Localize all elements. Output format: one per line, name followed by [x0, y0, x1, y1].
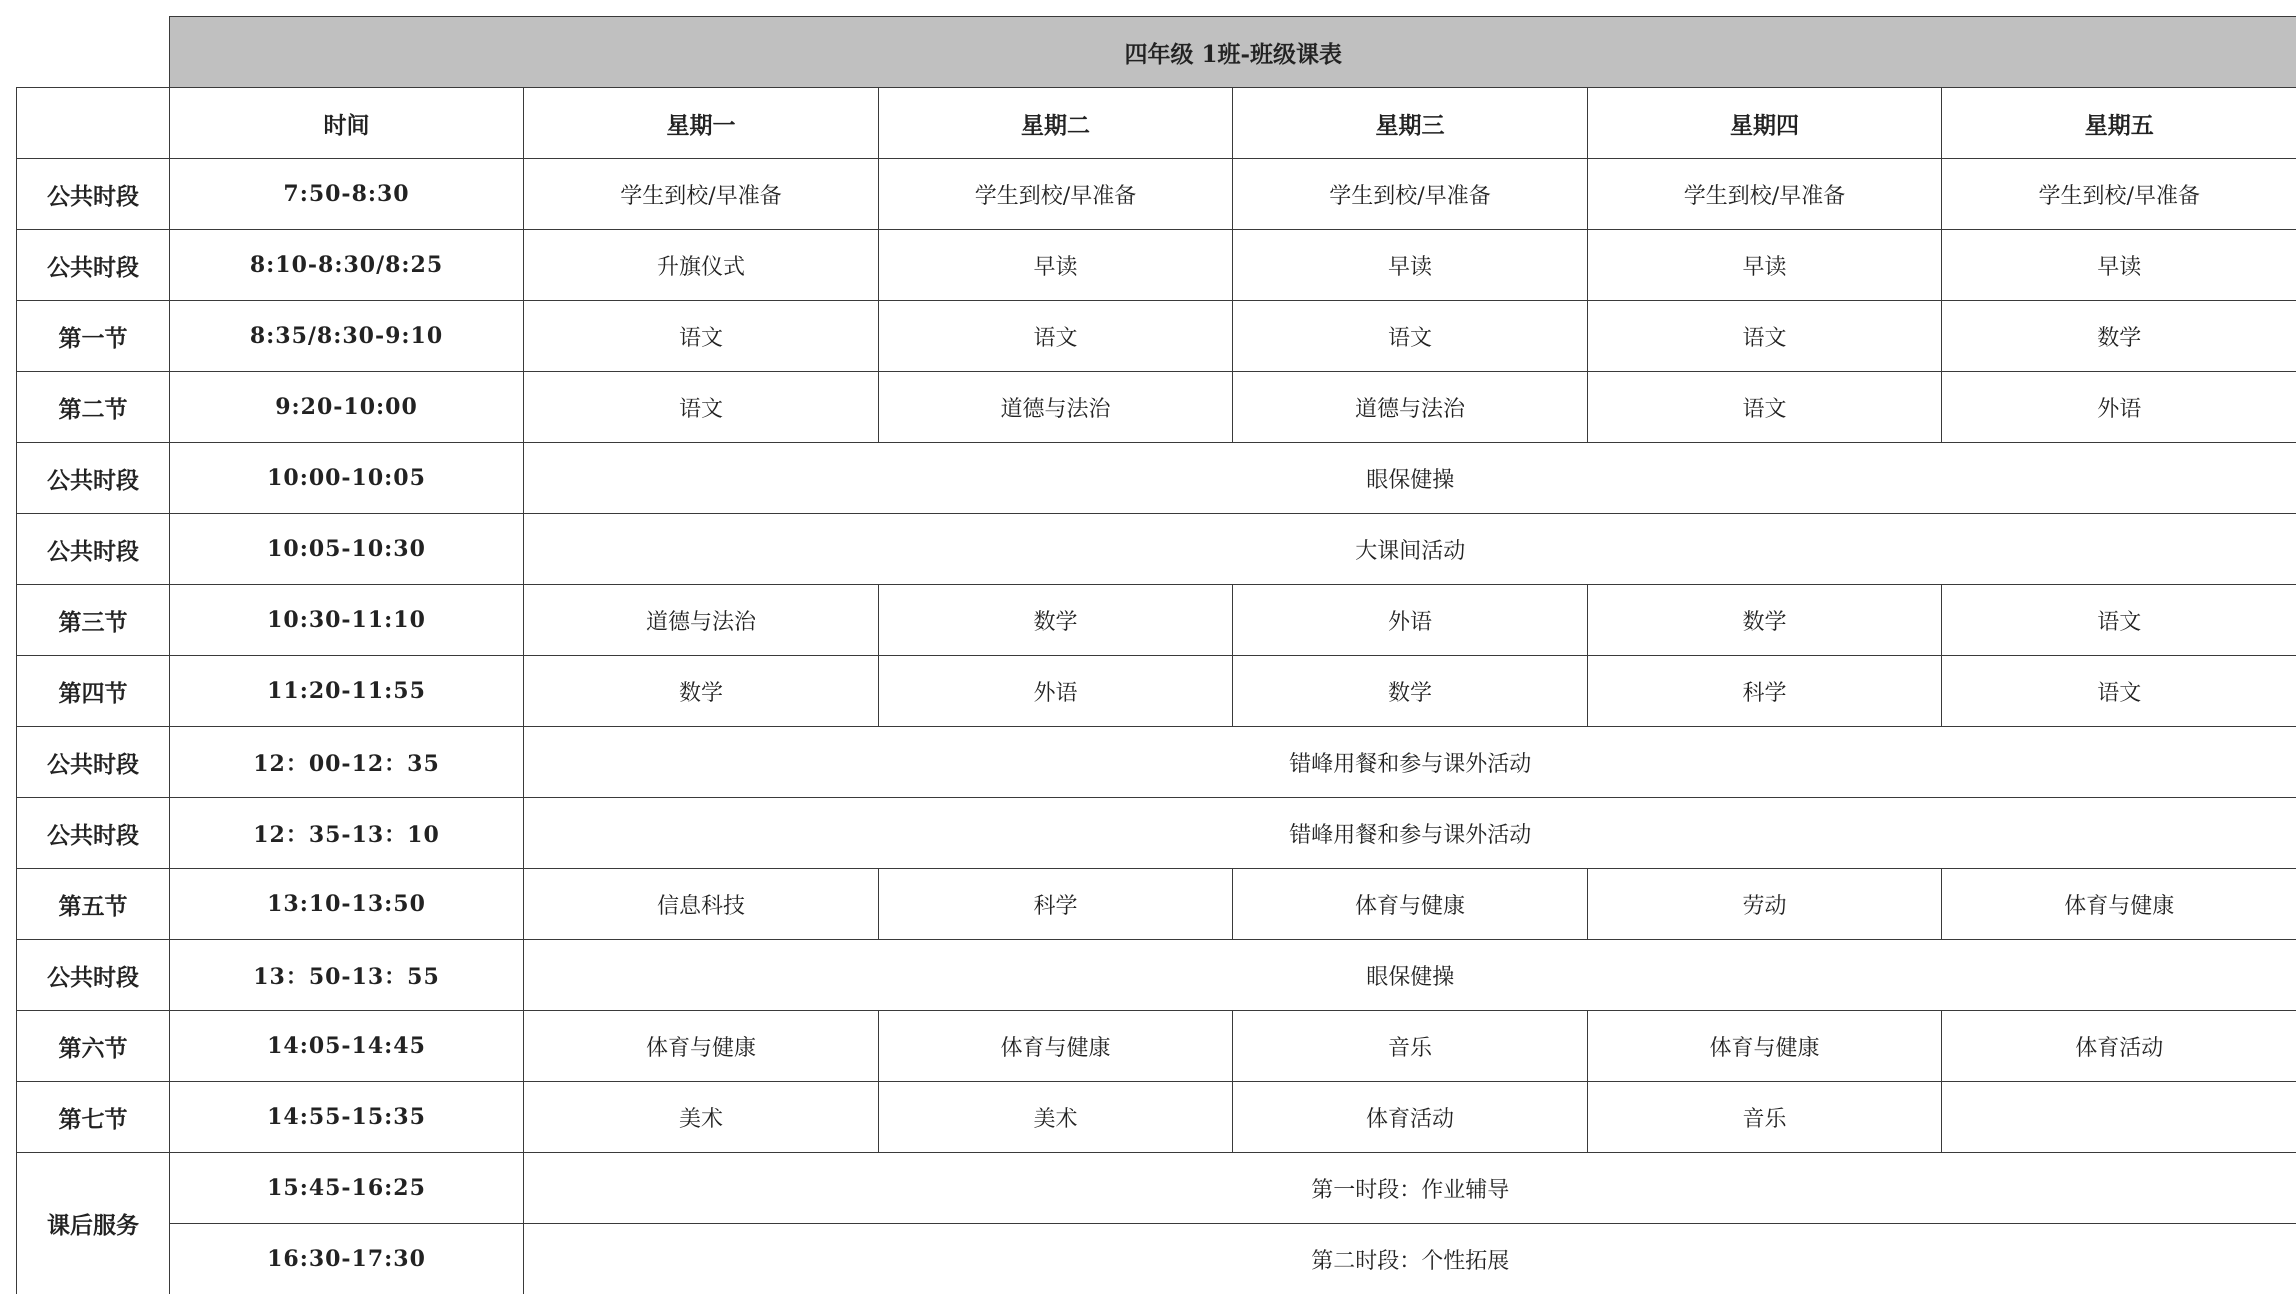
subject-cell: 美术	[524, 1082, 879, 1153]
period-time: 10:05-10:30	[170, 514, 524, 585]
period-label: 第三节	[17, 585, 170, 656]
subject-cell: 科学	[879, 869, 1233, 940]
period-time: 8:35/8:30-9:10	[170, 301, 524, 372]
subject-cell: 体育活动	[1233, 1082, 1588, 1153]
table-row	[17, 585, 2296, 656]
table-row	[17, 443, 2296, 514]
table-row	[17, 1224, 2296, 1295]
period-time: 9:20-10:00	[170, 372, 524, 443]
period-time: 14:55-15:35	[170, 1082, 524, 1153]
subject-cell: 语文	[1233, 301, 1588, 372]
title-row	[17, 17, 2296, 88]
period-label: 第四节	[17, 656, 170, 727]
table-row	[17, 301, 2296, 372]
class-timetable	[16, 16, 2296, 1294]
header-wednesday: 星期三	[1233, 88, 1588, 159]
subject-cell: 升旗仪式	[524, 230, 879, 301]
spanning-activity: 第一时段：作业辅导	[524, 1153, 2296, 1224]
table-row	[17, 869, 2296, 940]
period-label: 公共时段	[17, 230, 170, 301]
subject-cell: 学生到校/早准备	[1588, 159, 1942, 230]
period-time: 14:05-14:45	[170, 1011, 524, 1082]
subject-cell: 美术	[879, 1082, 1233, 1153]
period-time: 12：00-12：35	[170, 727, 524, 798]
table-row	[17, 230, 2296, 301]
after-school-label: 课后服务	[17, 1153, 170, 1295]
table-row	[17, 798, 2296, 869]
subject-cell: 数学	[524, 656, 879, 727]
period-time: 10:00-10:05	[170, 443, 524, 514]
period-time: 16:30-17:30	[170, 1224, 524, 1295]
table-row	[17, 1153, 2296, 1224]
subject-cell: 数学	[879, 585, 1233, 656]
subject-cell: 数学	[1942, 301, 2296, 372]
period-time: 11:20-11:55	[170, 656, 524, 727]
subject-cell: 数学	[1233, 656, 1588, 727]
period-label: 第五节	[17, 869, 170, 940]
table-row	[17, 1082, 2296, 1153]
header-thursday: 星期四	[1588, 88, 1942, 159]
subject-cell: 语文	[1588, 372, 1942, 443]
table-row	[17, 727, 2296, 798]
subject-cell: 早读	[1588, 230, 1942, 301]
subject-cell: 语文	[524, 301, 879, 372]
subject-cell: 体育与健康	[1588, 1011, 1942, 1082]
spanning-activity: 第二时段：个性拓展	[524, 1224, 2296, 1295]
subject-cell: 早读	[879, 230, 1233, 301]
subject-cell: 语文	[879, 301, 1233, 372]
subject-cell: 学生到校/早准备	[524, 159, 879, 230]
table-row	[17, 656, 2296, 727]
period-label: 第一节	[17, 301, 170, 372]
subject-cell: 体育活动	[1942, 1011, 2296, 1082]
subject-cell: 早读	[1942, 230, 2296, 301]
period-time: 8:10-8:30/8:25	[170, 230, 524, 301]
timetable-body	[17, 17, 2296, 1295]
period-label: 公共时段	[17, 443, 170, 514]
subject-cell: 语文	[524, 372, 879, 443]
subject-cell	[1942, 1082, 2296, 1153]
period-time: 15:45-16:25	[170, 1153, 524, 1224]
spanning-activity: 眼保健操	[524, 443, 2296, 514]
subject-cell: 劳动	[1588, 869, 1942, 940]
period-label: 第二节	[17, 372, 170, 443]
period-label: 公共时段	[17, 727, 170, 798]
subject-cell: 信息科技	[524, 869, 879, 940]
subject-cell: 语文	[1588, 301, 1942, 372]
subject-cell: 学生到校/早准备	[1233, 159, 1588, 230]
spanning-activity: 错峰用餐和参与课外活动	[524, 727, 2296, 798]
table-row	[17, 514, 2296, 585]
header-time: 时间	[170, 88, 524, 159]
spanning-activity: 大课间活动	[524, 514, 2296, 585]
subject-cell: 数学	[1588, 585, 1942, 656]
subject-cell: 学生到校/早准备	[1942, 159, 2296, 230]
period-time: 13:10-13:50	[170, 869, 524, 940]
header-label-cell	[17, 88, 170, 159]
subject-cell: 音乐	[1233, 1011, 1588, 1082]
corner-cell	[17, 17, 170, 88]
header-monday: 星期一	[524, 88, 879, 159]
subject-cell: 体育与健康	[524, 1011, 879, 1082]
subject-cell: 音乐	[1588, 1082, 1942, 1153]
subject-cell: 体育与健康	[1233, 869, 1588, 940]
subject-cell: 语文	[1942, 656, 2296, 727]
period-time: 13：50-13：55	[170, 940, 524, 1011]
header-tuesday: 星期二	[879, 88, 1233, 159]
period-time: 7:50-8:30	[170, 159, 524, 230]
subject-cell: 学生到校/早准备	[879, 159, 1233, 230]
period-label: 公共时段	[17, 159, 170, 230]
timetable-title: 四年级 1班-班级课表	[170, 17, 2296, 88]
subject-cell: 语文	[1942, 585, 2296, 656]
subject-cell: 科学	[1588, 656, 1942, 727]
table-row	[17, 1011, 2296, 1082]
subject-cell: 道德与法治	[524, 585, 879, 656]
header-friday: 星期五	[1942, 88, 2296, 159]
period-label: 第六节	[17, 1011, 170, 1082]
spanning-activity: 眼保健操	[524, 940, 2296, 1011]
subject-cell: 体育与健康	[1942, 869, 2296, 940]
subject-cell: 道德与法治	[879, 372, 1233, 443]
period-label: 第七节	[17, 1082, 170, 1153]
period-label: 公共时段	[17, 798, 170, 869]
subject-cell: 早读	[1233, 230, 1588, 301]
subject-cell: 外语	[1942, 372, 2296, 443]
subject-cell: 外语	[879, 656, 1233, 727]
spanning-activity: 错峰用餐和参与课外活动	[524, 798, 2296, 869]
period-time: 10:30-11:10	[170, 585, 524, 656]
table-row	[17, 159, 2296, 230]
subject-cell: 道德与法治	[1233, 372, 1588, 443]
header-row	[17, 88, 2296, 159]
subject-cell: 外语	[1233, 585, 1588, 656]
table-row	[17, 940, 2296, 1011]
period-label: 公共时段	[17, 940, 170, 1011]
period-time: 12：35-13：10	[170, 798, 524, 869]
period-label: 公共时段	[17, 514, 170, 585]
subject-cell: 体育与健康	[879, 1011, 1233, 1082]
table-row	[17, 372, 2296, 443]
